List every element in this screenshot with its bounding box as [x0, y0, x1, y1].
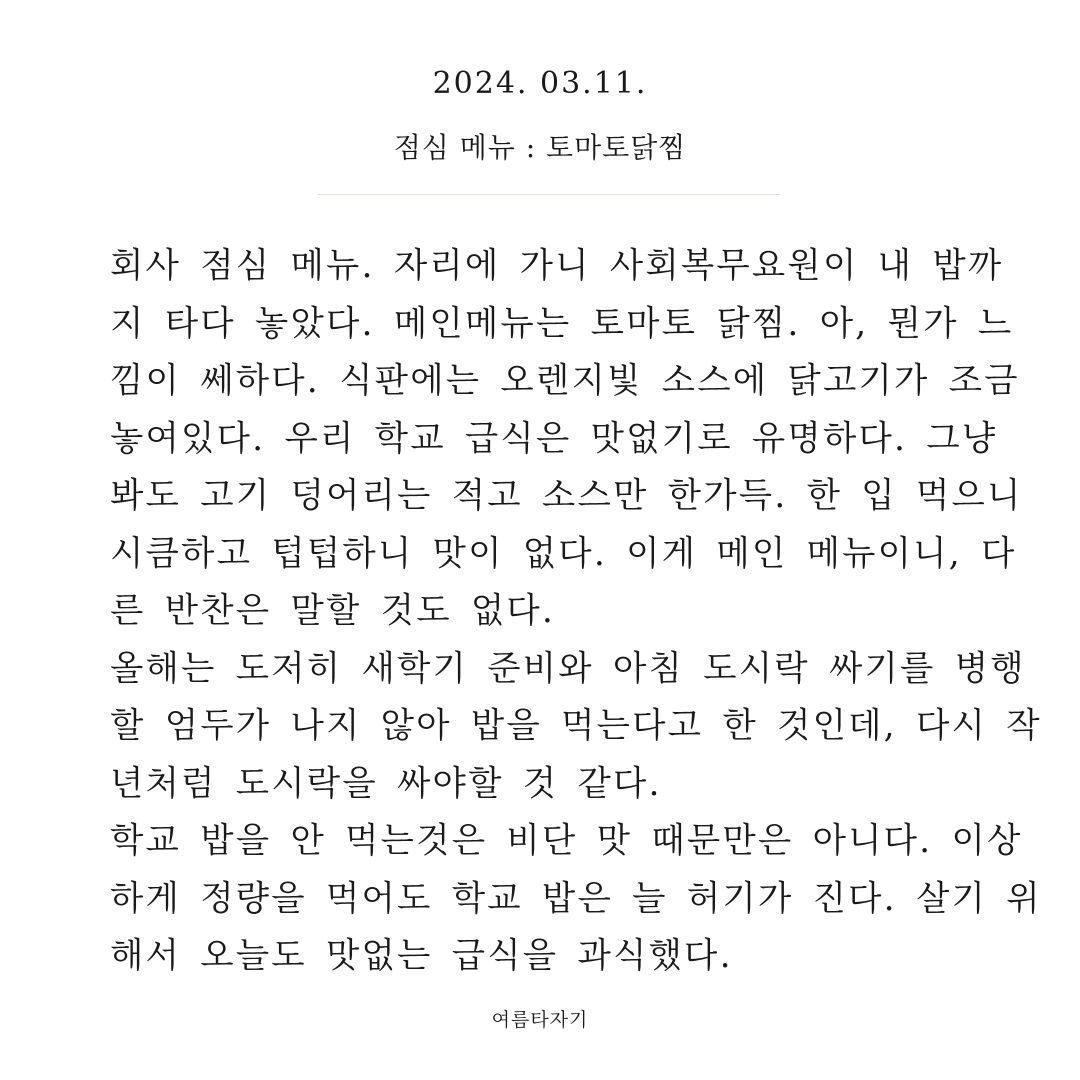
body-line: 해서 오늘도 맛없는 급식을 과식했다. — [110, 936, 733, 976]
author-signature: 여름타자기 — [491, 1009, 589, 1031]
post-body — [110, 238, 1042, 986]
lunch-menu-line — [0, 128, 1080, 168]
body-line: 지 타다 놓았다. 메인메뉴는 토마토 닭찜. 아, 뭔가 느 — [110, 303, 1014, 344]
body-line: 학교 밥을 안 먹는것은 비단 맛 때문만은 아니다. 이상 — [110, 821, 1023, 861]
body-line: 놓여있다. 우리 학교 급식은 맛없기로 유명하다. 그냥 — [110, 418, 998, 459]
body-line: 낌이 쎄하다. 식판에는 오렌지빛 소스에 닭고기가 조금 — [110, 361, 1020, 401]
body-line: 년처럼 도시락을 싸야할 것 같다. — [110, 763, 662, 804]
body-line: 시큼하고 텁텁하니 맛이 없다. 이게 메인 메뉴이니, 다 — [110, 533, 1017, 574]
body-line: 할 엄두가 나지 않아 밥을 먹는다고 한 것인데, 다시 작 — [110, 706, 1042, 746]
header-divider — [318, 194, 780, 195]
body-line: 올해는 도저히 새학기 준비와 아침 도시락 싸기를 병행 — [110, 648, 1026, 689]
post-header — [0, 62, 1080, 168]
body-line: 하게 정량을 먹어도 학교 밥은 늘 허기가 진다. 살기 위 — [110, 878, 1042, 919]
menu-label: 점심 메뉴 : — [393, 131, 537, 164]
post-date: 2024. 03.11. — [432, 66, 648, 101]
body-line: 봐도 고기 덩어리는 적고 소스만 한가득. 한 입 먹으니 — [110, 476, 1023, 516]
menu-value: 토마토닭찜 — [546, 131, 687, 164]
body-line: 른 반찬은 말할 것도 없다. — [110, 591, 556, 631]
body-line: 회사 점심 메뉴. 자리에 가니 사회복무요원이 내 밥까 — [110, 246, 1004, 286]
